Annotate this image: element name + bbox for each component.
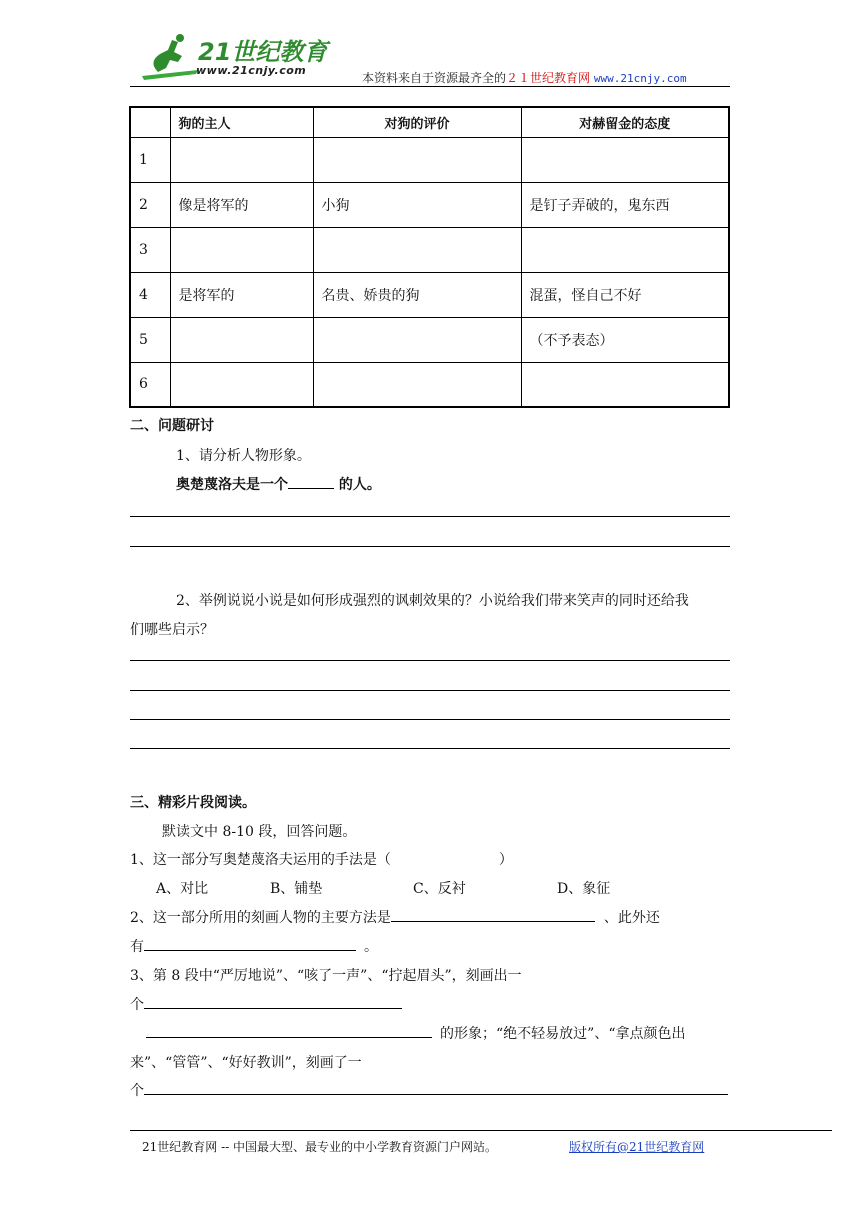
logo-url: www.21cnjy.com xyxy=(196,64,307,77)
table-cell xyxy=(521,137,729,182)
question-text: 的形象；“绝不轻易放过”、“拿点颜色出 xyxy=(440,1026,686,1042)
table-cell xyxy=(170,317,313,362)
table-cell xyxy=(313,317,521,362)
answer-line[interactable] xyxy=(130,719,730,720)
answer-blank[interactable] xyxy=(391,907,595,922)
table-cell: 6 xyxy=(130,362,170,407)
section-3-question-2-cont xyxy=(130,936,378,956)
table-cell: 是钉子弄破的，鬼东西 xyxy=(521,182,729,227)
table-cell: 是将军的 xyxy=(170,272,313,317)
section-2-title: 二、问题研讨 xyxy=(130,418,214,434)
answer-blank[interactable] xyxy=(146,1023,432,1038)
table-header-row xyxy=(130,107,729,137)
table-cell xyxy=(313,137,521,182)
footer-rule xyxy=(130,1130,832,1131)
question-text: 有 xyxy=(130,939,144,955)
section-3-question-1 xyxy=(130,849,513,869)
answer-blank[interactable] xyxy=(144,1080,728,1095)
question-text: 个 xyxy=(130,1083,144,1099)
table-cell: 混蛋，怪自己不好 xyxy=(521,272,729,317)
source-url[interactable]: www.21cnjy.com xyxy=(593,72,687,85)
section-2-question-2-line-2: 们哪些启示？ xyxy=(130,622,214,638)
footer-text: 21世纪教育网 -- 中国最大型、最专业的中小学教育资源门户网站。 xyxy=(142,1140,498,1154)
answer-line[interactable] xyxy=(130,748,730,749)
section-2-question-1: 1、请分析人物形象。 xyxy=(176,448,311,464)
answer-line[interactable] xyxy=(130,516,730,517)
table-cell: 4 xyxy=(130,272,170,317)
answer-blank[interactable] xyxy=(144,994,402,1009)
option-d[interactable]: D、象征 xyxy=(557,881,611,897)
table-cell xyxy=(170,227,313,272)
section-3-question-3-cont: 来”、“管管”、“好好教训”，刻画了一 xyxy=(130,1055,362,1071)
table-row xyxy=(130,137,729,182)
table-row xyxy=(130,317,729,362)
question-text: 个 xyxy=(130,997,144,1013)
table-cell xyxy=(313,362,521,407)
running-figure-icon xyxy=(153,40,182,72)
section-3-question-2 xyxy=(130,907,660,927)
table-row xyxy=(130,362,729,407)
section-3-question-3-cont xyxy=(146,1023,685,1043)
prompt-text: 奥楚蔑洛夫是一个 xyxy=(176,477,288,493)
answer-blank[interactable] xyxy=(288,474,334,489)
site-logo xyxy=(138,32,338,86)
table-cell: 像是将军的 xyxy=(170,182,313,227)
table-cell xyxy=(521,227,729,272)
answer-line[interactable] xyxy=(130,660,730,661)
table-cell xyxy=(170,137,313,182)
logo-text: 21世纪教育 xyxy=(198,38,328,66)
question-text: 1、这一部分写奥楚蔑洛夫运用的手法是（ xyxy=(130,852,391,868)
table-row xyxy=(130,272,729,317)
table-cell: 1 xyxy=(130,137,170,182)
question-text: 2、这一部分所用的刻画人物的主要方法是 xyxy=(130,910,391,926)
table-cell: 名贵、娇贵的狗 xyxy=(313,272,521,317)
table-header-cell xyxy=(130,107,170,137)
section-2-q1-prompt xyxy=(176,474,381,494)
table-cell xyxy=(170,362,313,407)
section-2-question-2-line-1: 2、举例说说小说是如何形成强烈的讽刺效果的？小说给我们带来笑声的同时还给我 xyxy=(176,593,689,609)
question-text: 。 xyxy=(364,939,378,955)
table-row xyxy=(130,227,729,272)
footer-copyright-link[interactable]: 版权所有@21世纪教育网 xyxy=(569,1140,705,1154)
table-cell xyxy=(313,227,521,272)
table-cell: 5 xyxy=(130,317,170,362)
option-c[interactable]: C、反衬 xyxy=(413,881,466,897)
table-header-cell: 对赫留金的态度 xyxy=(521,107,729,137)
question-text: ） xyxy=(498,852,513,868)
table-row xyxy=(130,182,729,227)
section-3-intro: 默读文中 8-10 段，回答问题。 xyxy=(162,824,357,840)
table-cell xyxy=(521,362,729,407)
table-cell: 小狗 xyxy=(313,182,521,227)
question-text: 、此外还 xyxy=(603,910,660,926)
answer-line[interactable] xyxy=(130,546,730,547)
section-3-question-3-cont xyxy=(130,994,402,1014)
source-site[interactable]: ２１世纪教育网 xyxy=(506,71,591,85)
section-3-title: 三、精彩片段阅读。 xyxy=(130,795,256,811)
answer-blank[interactable] xyxy=(144,936,356,951)
section-3-question-3-cont xyxy=(130,1080,728,1100)
prompt-text: 的人。 xyxy=(334,477,381,493)
header-rule xyxy=(130,86,730,87)
table-cell: （不予表态） xyxy=(521,317,729,362)
option-a[interactable]: A、对比 xyxy=(156,881,209,897)
dog-attitude-table xyxy=(129,106,730,408)
table-header-cell: 狗的主人 xyxy=(170,107,313,137)
table-header-cell: 对狗的评价 xyxy=(313,107,521,137)
table-cell: 3 xyxy=(130,227,170,272)
option-b[interactable]: B、铺垫 xyxy=(270,881,323,897)
source-prefix: 本资料来自于资源最齐全的 xyxy=(362,71,507,85)
section-3-question-3: 3、第 8 段中“严厉地说”、“咳了一声”、“拧起眉头”，刻画出一 xyxy=(130,968,522,984)
answer-line[interactable] xyxy=(130,690,730,691)
header-source xyxy=(362,69,687,86)
table-cell: 2 xyxy=(130,182,170,227)
